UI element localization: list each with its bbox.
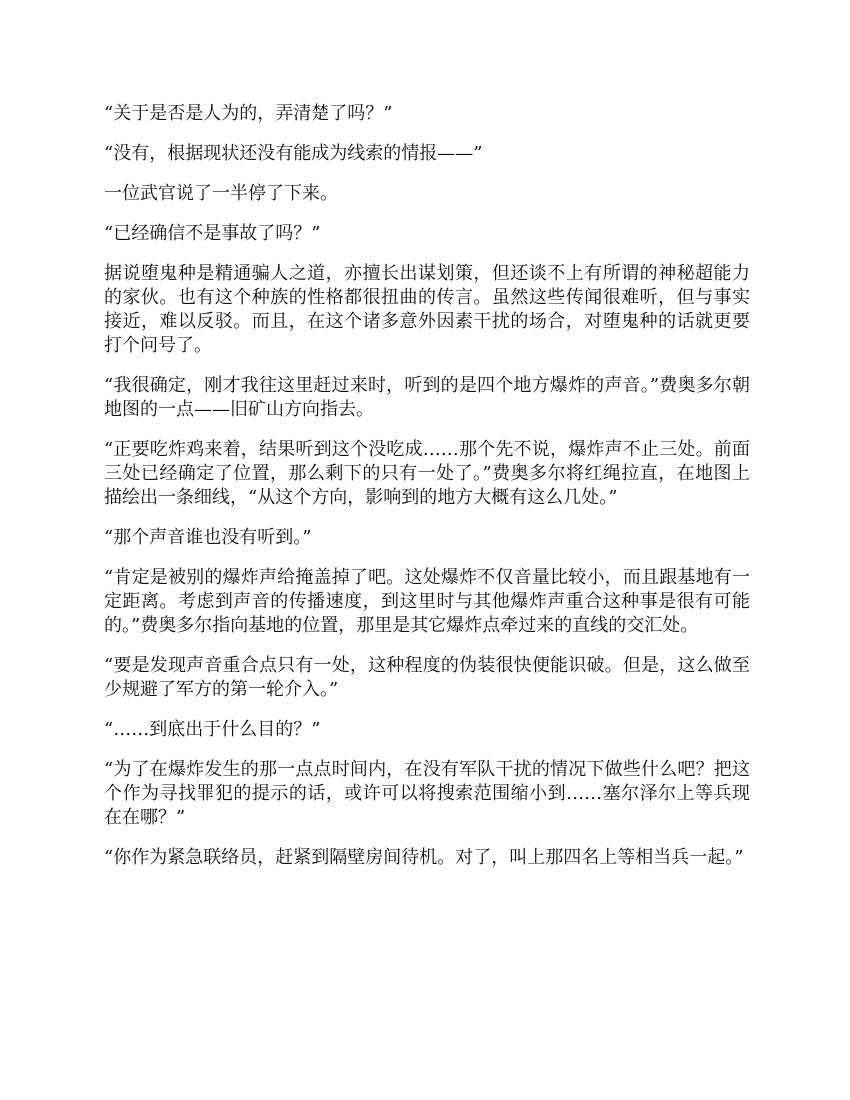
- paragraph: “正要吃炸鸡来着，结果听到这个没吃成……那个先不说，爆炸声不止三处。前面三处已经确定了位置，那么剩下的只有一处了。”费奥多尔将红绳拉直，在地图上描绘出一条细线，“从这个方向，影响到的地方大概有这么几处。”: [104, 439, 750, 508]
- paragraph: 一位武官说了一半停了下来。: [104, 183, 338, 204]
- paragraph: “……到底出于什么目的？”: [104, 719, 321, 740]
- paragraph: 据说堕鬼种是精通骗人之道，亦擅长出谋划策，但还谈不上有所谓的神秘超能力的家伙。也有这个种族的性格都很扭曲的传言。虽然这些传闻很难听，但与事实接近，难以反驳。而且，在这个诸多意外因素干扰的场合，对堕鬼种的话就更要打个问号了。: [104, 263, 750, 356]
- paragraph: “已经确信不是事故了吗？”: [104, 223, 321, 244]
- paragraph: “我很确定，刚才我往这里赶过来时，听到的是四个地方爆炸的声音。”费奥多尔朝地图的一点——旧矿山方向指去。: [104, 375, 750, 420]
- paragraph: “肯定是被别的爆炸声给掩盖掉了吧。这处爆炸不仅音量比较小，而且跟基地有一定距离。考虑到声音的传播速度，到这里时与其他爆炸声重合这种事是很有可能的。”费奥多尔指向基地的位置，那里是其它爆炸点牵过来的直线的交汇处。: [104, 567, 750, 636]
- document-page: [104, 102, 750, 886]
- paragraph: “你作为紧急联络员，赶紧到隔壁房间待机。对了，叫上那四名上等相当兵一起。”: [104, 847, 744, 868]
- paragraph: “为了在爆炸发生的那一点点时间内，在没有军队干扰的情况下做些什么吧？把这个作为寻找罪犯的提示的话，或许可以将搜索范围缩小到……塞尔泽尔上等兵现在在哪？”: [104, 759, 750, 828]
- paragraph: “没有，根据现状还没有能成为线索的情报——”: [104, 143, 483, 164]
- paragraph: “那个声音谁也没有听到。”: [104, 527, 312, 548]
- paragraph: “关于是否是人为的，弄清楚了吗？”: [104, 103, 393, 124]
- paragraph: “要是发现声音重合点只有一处，这种程度的伪装很快便能识破。但是，这么做至少规避了军方的第一轮介入。”: [104, 655, 750, 700]
